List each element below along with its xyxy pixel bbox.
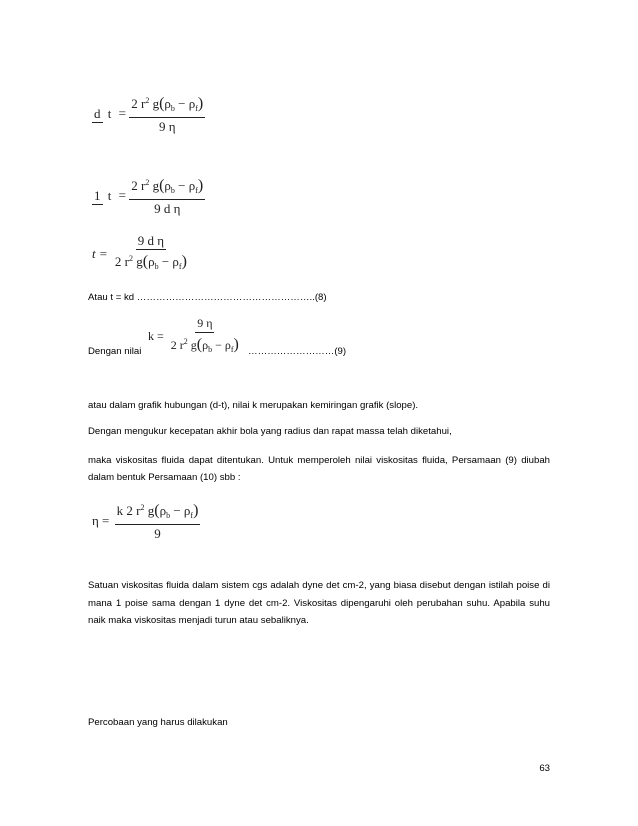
- equation-velocity: d t = $\frac{2 r^2 g(\rho_b - \rho_f)}{9 \eta}$: [94, 95, 204, 134]
- paragraph-experiment-heading: Percobaan yang harus dilakukan: [88, 717, 228, 728]
- equation-k: [148, 316, 241, 357]
- eq2-lhs-den: t: [107, 187, 112, 203]
- paragraph-units: Satuan viskositas fluida dalam sistem cgs adalah dyne det cm-2, yang biasa disebut dengan istilah poise di mana 1 poise sama dengan 1 dyne det cm-2. Viskositas dipengaruhi oleh perubahan suhu. Apabila suhu naik maka viskositas menjadi turun atau sebaliknya.: [88, 580, 550, 626]
- eq-eta-rhs-den: 9: [154, 526, 161, 541]
- paragraph-measure: Dengan mengukur kecepatan akhir bola yang radius dan rapat massa telah diketahui,: [88, 426, 452, 437]
- eq1-lhs-den: t: [107, 105, 112, 121]
- eq3-lhs: t =: [92, 245, 108, 261]
- eq-k-rhs-den: 2 $r^2$ $g(\rho_b - \rho_f)$: [170, 336, 239, 354]
- eq1-rhs-num: 2 $r^2$ $g(\rho_b - \rho_f)$: [129, 93, 205, 118]
- eq-k-lhs: k =: [148, 329, 164, 343]
- eq1-rhs-den: 9 η: [158, 119, 176, 134]
- eq2-rhs-num: 2 $r^2$ $g(\rho_b - \rho_f)$: [129, 175, 205, 200]
- paragraph-viscosity: maka viskositas fluida dapat ditentukan. Untuk memperoleh nilai viskositas fluida, Persamaan (9) diubah dalam bentuk Persamaan (10) sbb :: [88, 455, 550, 483]
- paragraph-slope: atau dalam grafik hubungan (d-t), nilai k merupakan kemiringan grafik (slope).: [88, 400, 419, 411]
- eq-k-rhs-num: 9 η: [195, 316, 214, 333]
- page-number: 63: [539, 763, 550, 774]
- eq1-lhs-num: d: [94, 105, 101, 121]
- eq-eta-lhs: η =: [92, 512, 110, 528]
- eq2-lhs-num: 1: [94, 187, 101, 203]
- eq3-rhs-den: 2 $r^2$ $g(\rho_b - \rho_f)$: [114, 253, 187, 271]
- equation-time: [92, 233, 189, 274]
- equation-inverse-time: 1 t = $\frac{2 r^2 g(\rho_b - \rho_f)}{\text{9 d η}}$: [94, 177, 204, 216]
- line-t-kd: Atau t = kd ………………………………………………..(8): [88, 292, 327, 303]
- equation-eta: [92, 500, 200, 541]
- eq-eta-rhs-num: k 2 $r^2$ $g(\rho_b - \rho_f)$: [115, 500, 201, 525]
- line-dengan-nilai: Dengan nilai: [88, 346, 142, 357]
- line-dengan-nilai-ref: ………………………(9): [248, 346, 347, 357]
- eq2-rhs-den: 9 d η: [154, 201, 181, 216]
- eq3-rhs-num: 9 d η: [137, 233, 165, 248]
